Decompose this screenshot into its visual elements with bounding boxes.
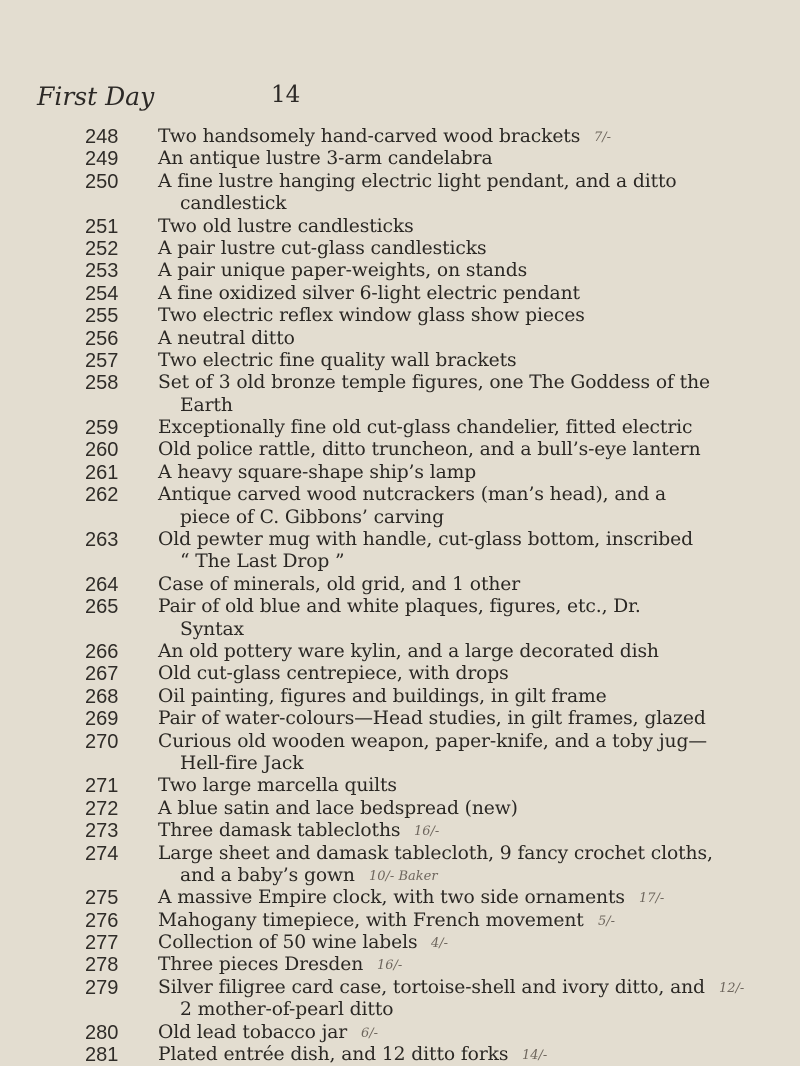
lot-description: Two handsomely hand-carved wood brackets xyxy=(158,126,581,147)
lot-entry xyxy=(0,641,800,663)
lot-description: and a baby’s gown xyxy=(180,864,355,886)
lot-number: 260 xyxy=(85,439,119,462)
lot-entry-continuation xyxy=(0,551,800,573)
lot-description: “ The Last Drop ” xyxy=(180,551,345,573)
lot-number: 251 xyxy=(85,215,119,238)
lot-entry xyxy=(0,529,800,551)
lot-description: Large sheet and damask tablecloth, 9 fancy crochet cloths, xyxy=(158,842,713,864)
lot-entry xyxy=(0,126,800,148)
lot-number: 271 xyxy=(85,775,119,798)
lot-entry xyxy=(0,283,800,305)
lot-entry xyxy=(0,887,800,909)
lot-number: 264 xyxy=(85,573,119,596)
lot-entry xyxy=(0,1022,800,1044)
lot-description: A heavy square-shape ship’s lamp xyxy=(158,461,477,483)
lot-number: 281 xyxy=(85,1044,119,1066)
lot-number: 265 xyxy=(85,596,119,619)
lot-entry xyxy=(0,462,800,484)
lot-number: 253 xyxy=(85,260,119,283)
lot-number: 258 xyxy=(85,372,119,395)
lot-entry xyxy=(0,708,800,730)
lot-description: Mahogany timepiece, with French movement xyxy=(158,909,584,931)
lot-entry-continuation xyxy=(0,753,800,775)
lot-number: 249 xyxy=(85,148,119,171)
lot-description: Old police rattle, ditto truncheon, and a bull’s-eye lantern xyxy=(158,439,701,461)
lot-description: A blue satin and lace bedspread (new) xyxy=(158,797,518,819)
handwritten-price-note: 16/- xyxy=(377,958,403,974)
lot-entry xyxy=(0,148,800,170)
lot-description: Two electric fine quality wall brackets xyxy=(158,349,517,371)
lot-number: 277 xyxy=(85,932,119,955)
lot-number: 272 xyxy=(85,797,119,820)
lot-number: 278 xyxy=(85,954,119,977)
lot-description: Three pieces Dresden xyxy=(158,954,364,976)
lot-entry xyxy=(0,1044,800,1066)
lot-description: Plated entrée dish, and 12 ditto forks xyxy=(158,1044,509,1066)
lot-entry xyxy=(0,910,800,932)
lot-entry-continuation xyxy=(0,865,800,887)
lot-entry xyxy=(0,574,800,596)
lot-number: 276 xyxy=(85,909,119,932)
lot-entry xyxy=(0,350,800,372)
lot-entry xyxy=(0,686,800,708)
lot-description: 2 mother-of-pearl ditto xyxy=(180,999,394,1021)
handwritten-price-note: 4/- xyxy=(431,936,449,952)
lot-number: 252 xyxy=(85,237,119,260)
lot-description: A pair lustre cut-glass candlesticks xyxy=(158,237,487,259)
lot-description: Syntax xyxy=(180,618,244,640)
lot-entry xyxy=(0,305,800,327)
page-header xyxy=(37,82,357,116)
lot-description: Pair of water-colours—Head studies, in gilt frames, glazed xyxy=(158,708,706,730)
lot-description: Curious old wooden weapon, paper-knife, and a toby jug— xyxy=(158,730,707,752)
lot-entry xyxy=(0,954,800,976)
lot-number: 254 xyxy=(85,282,119,305)
lot-entry xyxy=(0,798,800,820)
lot-description: Old cut-glass centrepiece, with drops xyxy=(158,663,509,685)
lot-entry xyxy=(0,372,800,394)
lot-number: 274 xyxy=(85,842,119,865)
lot-description: Case of minerals, old grid, and 1 other xyxy=(158,573,521,595)
lot-number: 267 xyxy=(85,663,119,686)
lot-description: An old pottery ware kylin, and a large decorated dish xyxy=(158,640,659,662)
lot-number: 248 xyxy=(85,126,119,148)
lot-entry xyxy=(0,260,800,282)
lot-number: 259 xyxy=(85,417,119,440)
lot-description: A fine lustre hanging electric light pendant, and a ditto xyxy=(158,170,677,192)
handwritten-price-note: 14/- xyxy=(522,1048,548,1064)
lot-entry xyxy=(0,484,800,506)
lot-description: Three damask tablecloths xyxy=(158,820,401,842)
lot-list xyxy=(0,126,800,1066)
handwritten-price-note: 10/- Baker xyxy=(369,868,438,884)
lot-description: piece of C. Gibbons’ carving xyxy=(180,506,444,528)
lot-entry xyxy=(0,820,800,842)
lot-description: Two electric reflex window glass show pieces xyxy=(158,305,585,327)
lot-entry xyxy=(0,328,800,350)
lot-description: A fine oxidized silver 6-light electric pendant xyxy=(158,282,580,304)
lot-entry xyxy=(0,596,800,618)
lot-number: 262 xyxy=(85,484,119,507)
lot-number: 266 xyxy=(85,640,119,663)
handwritten-price-note: 17/- xyxy=(639,891,665,907)
lot-entry xyxy=(0,439,800,461)
lot-entry xyxy=(0,932,800,954)
lot-entry-continuation xyxy=(0,395,800,417)
lot-description: Antique carved wood nutcrackers (man’s head), and a xyxy=(158,484,667,506)
lot-entry xyxy=(0,843,800,865)
handwritten-price-note: 12/- xyxy=(719,980,745,996)
lot-number: 261 xyxy=(85,461,119,484)
lot-description: Set of 3 old bronze temple figures, one The Goddess of the xyxy=(158,372,710,394)
lot-entry xyxy=(0,216,800,238)
lot-number: 270 xyxy=(85,730,119,753)
lot-description: An antique lustre 3-arm candelabra xyxy=(158,148,493,170)
lot-description: Old lead tobacco jar xyxy=(158,1021,348,1043)
lot-entry xyxy=(0,238,800,260)
lot-description: Pair of old blue and white plaques, figures, etc., Dr. xyxy=(158,596,641,618)
lot-entry-continuation xyxy=(0,619,800,641)
lot-number: 256 xyxy=(85,327,119,350)
lot-number: 269 xyxy=(85,708,119,731)
lot-number: 280 xyxy=(85,1021,119,1044)
lot-entry-continuation xyxy=(0,193,800,215)
lot-number: 279 xyxy=(85,976,119,999)
lot-description: Two old lustre candlesticks xyxy=(158,215,414,237)
lot-description: Exceptionally fine old cut-glass chandelier, fitted electric xyxy=(158,417,693,439)
lot-description: A neutral ditto xyxy=(158,327,295,349)
handwritten-price-note: 16/- xyxy=(414,824,440,840)
lot-description: A massive Empire clock, with two side ornaments xyxy=(158,887,625,909)
lot-number: 263 xyxy=(85,529,119,552)
lot-entry-continuation xyxy=(0,999,800,1021)
lot-description: Earth xyxy=(180,394,233,416)
handwritten-price-note: 6/- xyxy=(361,1025,379,1041)
lot-description: Silver filigree card case, tortoise-shell and ivory ditto, and xyxy=(158,976,705,998)
lot-description: Collection of 50 wine labels xyxy=(158,932,418,954)
handwritten-price-note: 5/- xyxy=(598,913,616,929)
lot-description: Oil painting, figures and buildings, in gilt frame xyxy=(158,685,607,707)
lot-number: 255 xyxy=(85,305,119,328)
lot-number: 268 xyxy=(85,685,119,708)
lot-description: Old pewter mug with handle, cut-glass bottom, inscribed xyxy=(158,529,693,551)
lot-description: Hell-fire Jack xyxy=(180,752,304,774)
lot-entry xyxy=(0,731,800,753)
lot-entry xyxy=(0,977,800,999)
lot-entry xyxy=(0,775,800,797)
lot-number: 250 xyxy=(85,170,119,193)
lot-entry xyxy=(0,417,800,439)
lot-number: 273 xyxy=(85,820,119,843)
lot-description: candlestick xyxy=(180,193,287,215)
lot-entry xyxy=(0,663,800,685)
lot-entry xyxy=(0,171,800,193)
section-title: First Day xyxy=(37,82,155,111)
lot-number: 257 xyxy=(85,349,119,372)
lot-description: Two large marcella quilts xyxy=(158,775,397,797)
lot-number: 275 xyxy=(85,887,119,910)
handwritten-price-note: 7/- xyxy=(594,130,612,145)
lot-description: A pair unique paper-weights, on stands xyxy=(158,260,528,282)
lot-entry-continuation xyxy=(0,507,800,529)
page-number: 14 xyxy=(271,82,301,108)
